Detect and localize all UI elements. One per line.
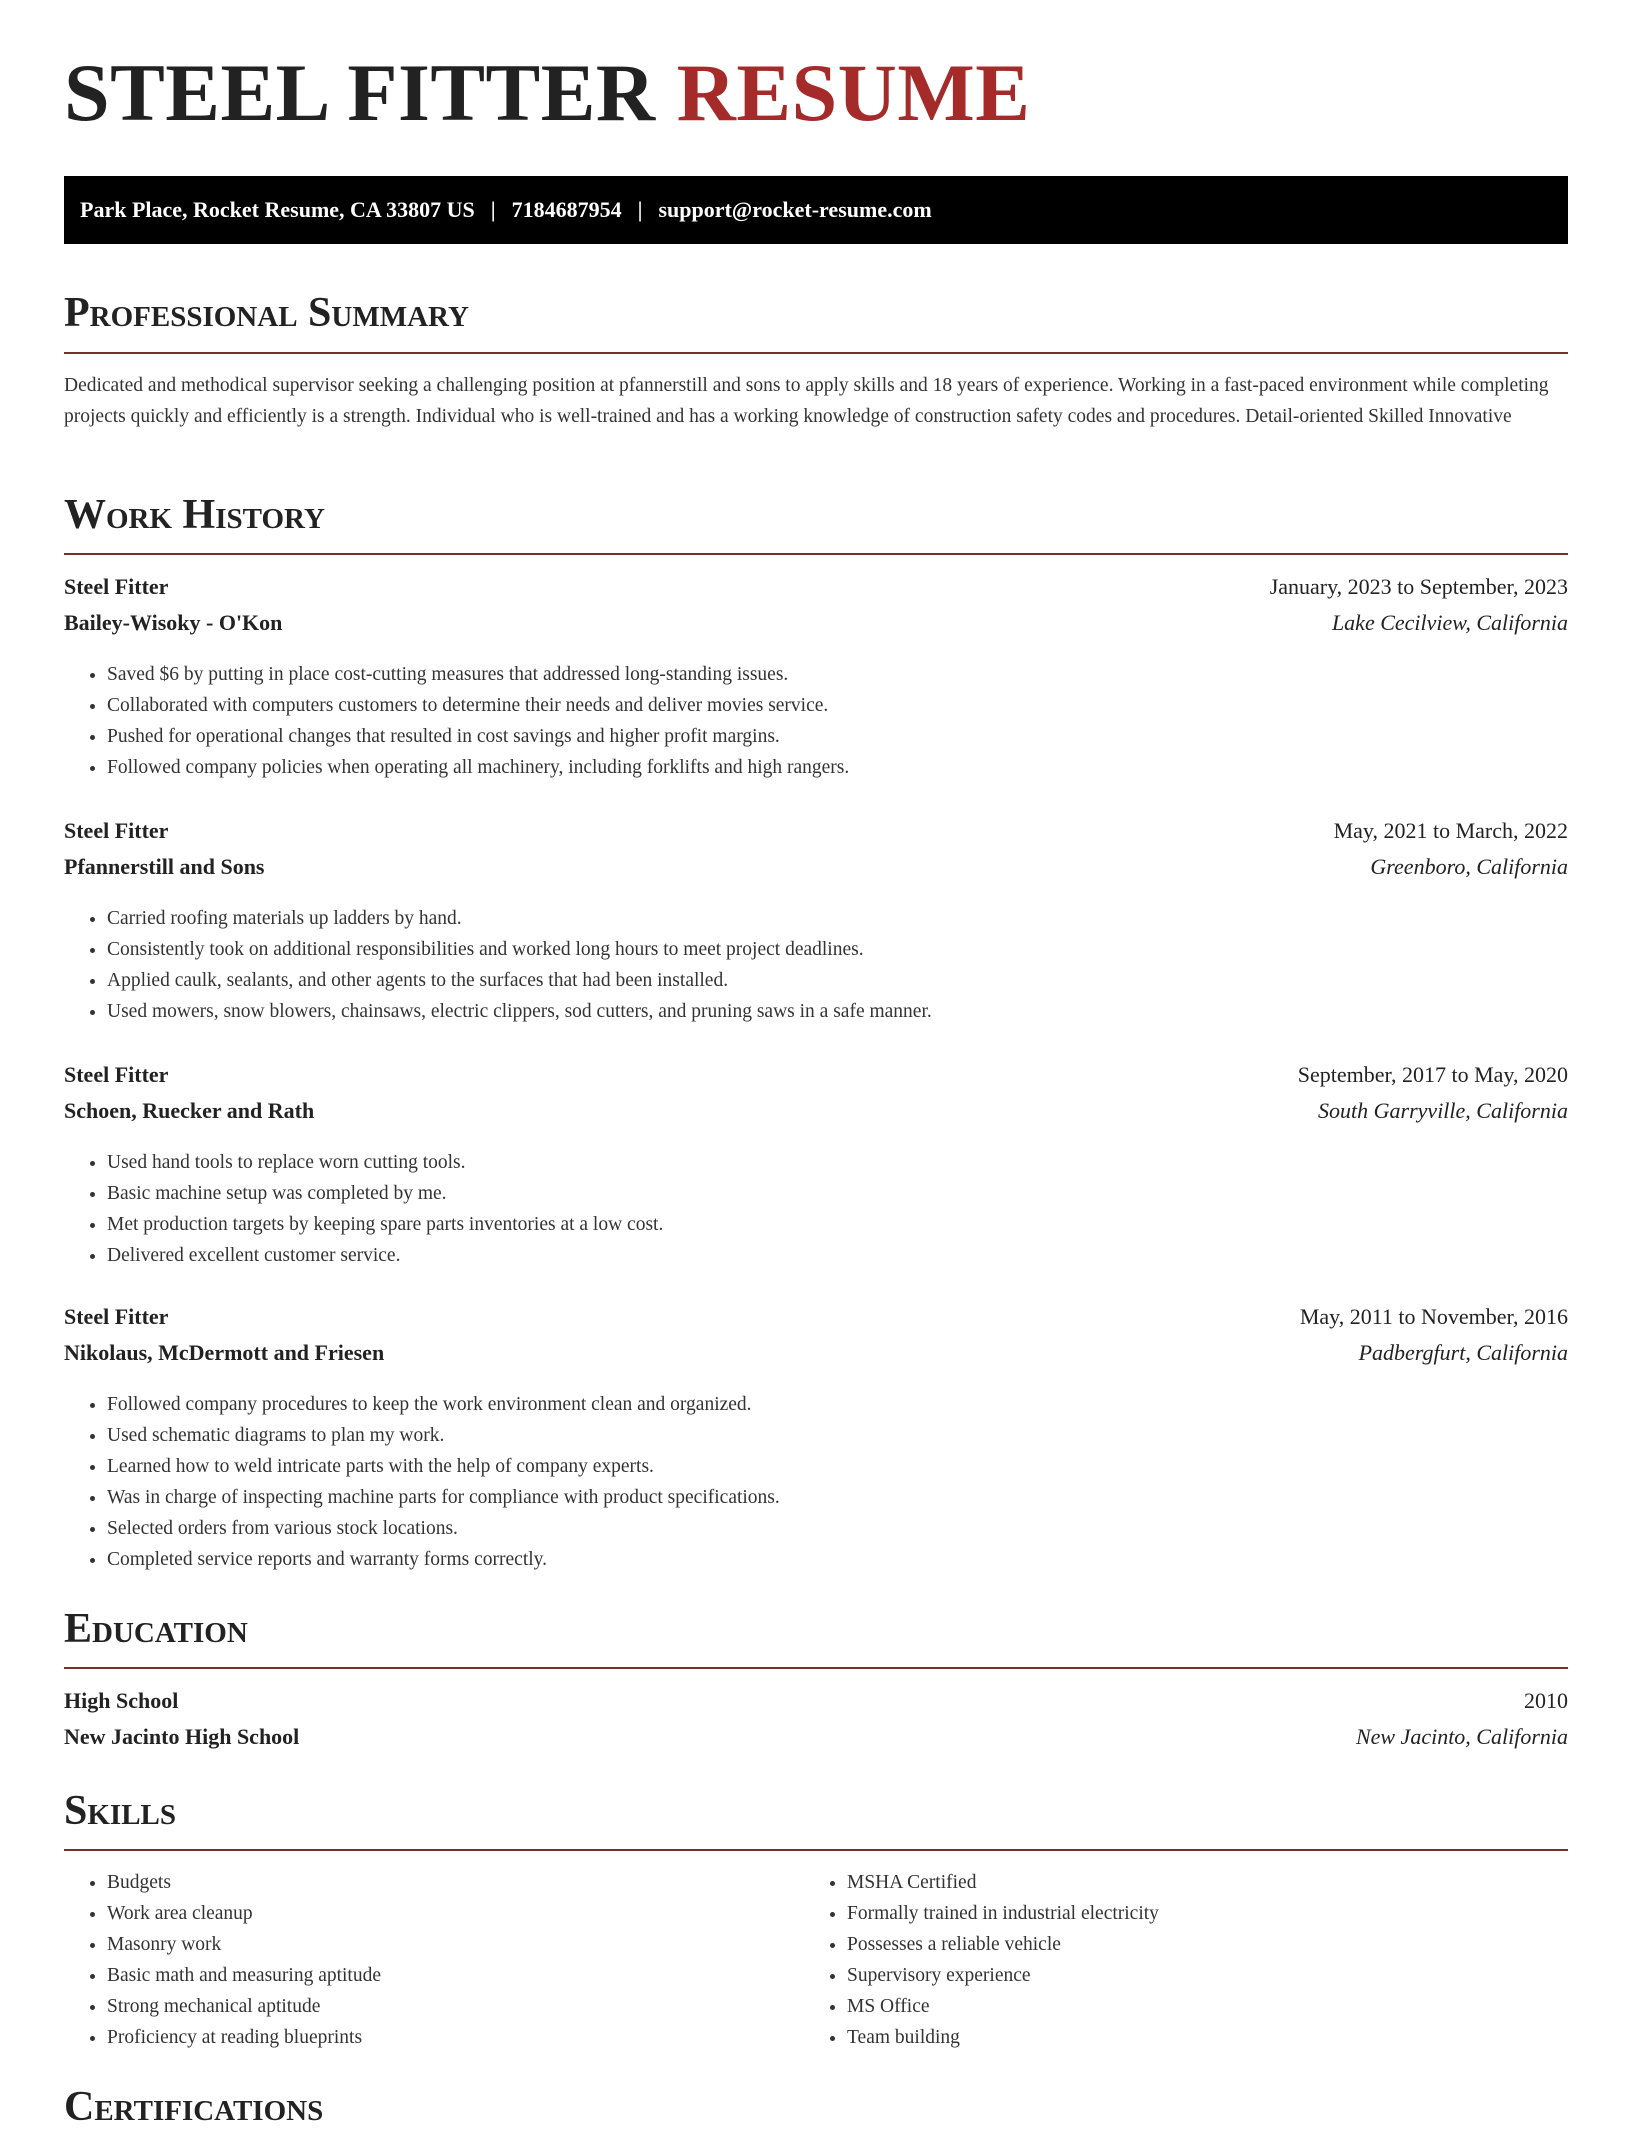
job-location: Padbergfurt, California	[1358, 1340, 1568, 1365]
skill-item: • Basic math and measuring aptitude	[107, 1960, 381, 1991]
job-location: South Garryville, California	[1318, 1098, 1568, 1123]
skill-item: • Proficiency at reading blueprints	[107, 2022, 381, 2053]
job-bullet: • Pushed for operational changes that resulted in cost savings and higher profit margins.	[107, 721, 849, 752]
skill-item: • Work area cleanup	[107, 1898, 381, 1929]
job-company: Schoen, Ruecker and Rath	[64, 1098, 315, 1123]
skill-item: • Budgets	[107, 1867, 381, 1898]
job-bullet: • Was in charge of inspecting machine parts for compliance with product specifications.	[107, 1482, 780, 1513]
job-bullet: • Selected orders from various stock locations.	[107, 1513, 780, 1544]
skill-item: • Strong mechanical aptitude	[107, 1991, 381, 2022]
job-bullet: • Learned how to weld intricate parts with the help of company experts.	[107, 1451, 780, 1482]
job-bullets	[64, 1147, 663, 1271]
job-location: Lake Cecilview, California	[1331, 610, 1568, 635]
education-header-row	[64, 1688, 1568, 1718]
job-bullet: • Used schematic diagrams to plan my work.	[107, 1420, 780, 1451]
job-bullets	[64, 903, 932, 1027]
job-company: Nikolaus, McDermott and Friesen	[64, 1340, 385, 1365]
skill-item: • MSHA Certified	[847, 1867, 1159, 1898]
job-bullet: • Carried roofing materials up ladders by hand.	[107, 903, 932, 934]
job-title: Steel Fitter	[64, 574, 169, 599]
certifications-heading: Certifications	[64, 2084, 324, 2130]
job-bullet: • Basic machine setup was completed by me.	[107, 1178, 663, 1209]
section-divider	[64, 1849, 1568, 1851]
education-location: New Jacinto, California	[1355, 1724, 1568, 1749]
job-location: Greenboro, California	[1370, 854, 1568, 879]
job-bullet: • Consistently took on additional responsibilities and worked long hours to meet project deadlines.	[107, 934, 932, 965]
job-header-row	[64, 574, 1568, 604]
job-title: Steel Fitter	[64, 1304, 169, 1329]
job-bullet: • Used hand tools to replace worn cutting tools.	[107, 1147, 663, 1178]
resume-title	[64, 47, 1031, 138]
contact-bar	[64, 176, 1568, 244]
education-school: New Jacinto High School	[64, 1724, 300, 1749]
job-header-row	[64, 1304, 1568, 1334]
job-bullet: • Collaborated with computers customers to determine their needs and deliver movies service.	[107, 690, 849, 721]
job-header-row	[64, 1062, 1568, 1092]
skill-item: • Team building	[847, 2022, 1159, 2053]
job-bullet: • Saved $6 by putting in place cost-cutting measures that addressed long-standing issues.	[107, 659, 849, 690]
section-divider	[64, 352, 1568, 354]
contact-address: Park Place, Rocket Resume, CA 33807 US	[80, 197, 475, 222]
job-bullets	[64, 659, 849, 783]
job-dates: September, 2017 to May, 2020	[1297, 1062, 1568, 1087]
education-school-row	[64, 1724, 1568, 1754]
summary-heading: Professional Summary	[64, 290, 469, 336]
job-company-row	[64, 854, 1568, 884]
job-bullet: • Followed company procedures to keep the work environment clean and organized.	[107, 1389, 780, 1420]
job-bullet: • Met production targets by keeping spare parts inventories at a low cost.	[107, 1209, 663, 1240]
job-title: Steel Fitter	[64, 818, 169, 843]
skills-list-left	[64, 1867, 381, 2053]
title-main: STEEL FITTER	[64, 47, 656, 138]
skill-item: • Formally trained in industrial electricity	[847, 1898, 1159, 1929]
education-degree: High School	[64, 1688, 179, 1713]
skills-heading: Skills	[64, 1788, 177, 1834]
job-title: Steel Fitter	[64, 1062, 169, 1087]
contact-separator: |	[490, 197, 496, 222]
skill-item: • Masonry work	[107, 1929, 381, 1960]
skill-item: • MS Office	[847, 1991, 1159, 2022]
section-divider	[64, 1667, 1568, 1669]
job-company: Bailey-Wisoky - O'Kon	[64, 610, 283, 635]
job-bullet: • Used mowers, snow blowers, chainsaws, electric clippers, sod cutters, and pruning saws in a safe manner.	[107, 996, 932, 1027]
skill-item: • Possesses a reliable vehicle	[847, 1929, 1159, 1960]
skills-list-right	[804, 1867, 1159, 2053]
job-company-row	[64, 1340, 1568, 1370]
summary-text: Dedicated and methodical supervisor seeking a challenging position at pfannerstill and sons to apply skills and 18 years of experience. Working in a fast-paced environment while completing projects quickly and efficiently is a strength. Individual who is well-trained and has a working knowledge of construction safety codes and procedures. Detail-oriented Skilled Innovative	[64, 375, 1549, 427]
job-company-row	[64, 610, 1568, 640]
contact-separator: |	[637, 197, 643, 222]
contact-phone: 7184687954	[511, 197, 622, 222]
education-heading: Education	[64, 1606, 248, 1652]
job-dates: January, 2023 to September, 2023	[1269, 574, 1568, 599]
education-year: 2010	[1524, 1688, 1568, 1713]
job-dates: May, 2021 to March, 2022	[1333, 818, 1568, 843]
work-heading: Work History	[64, 492, 325, 538]
job-header-row	[64, 818, 1568, 848]
job-bullet: • Completed service reports and warranty forms correctly.	[107, 1544, 780, 1575]
job-bullets	[64, 1389, 780, 1575]
section-divider	[64, 553, 1568, 555]
job-bullet: • Applied caulk, sealants, and other agents to the surfaces that had been installed.	[107, 965, 932, 996]
contact-email[interactable]: support@rocket-resume.com	[658, 197, 932, 222]
title-accent: RESUME	[676, 47, 1031, 138]
job-dates: May, 2011 to November, 2016	[1299, 1304, 1568, 1329]
skill-item: • Supervisory experience	[847, 1960, 1159, 1991]
job-company: Pfannerstill and Sons	[64, 854, 265, 879]
job-company-row	[64, 1098, 1568, 1128]
job-bullet: • Followed company policies when operating all machinery, including forklifts and high rangers.	[107, 752, 849, 783]
job-bullet: • Delivered excellent customer service.	[107, 1240, 663, 1271]
